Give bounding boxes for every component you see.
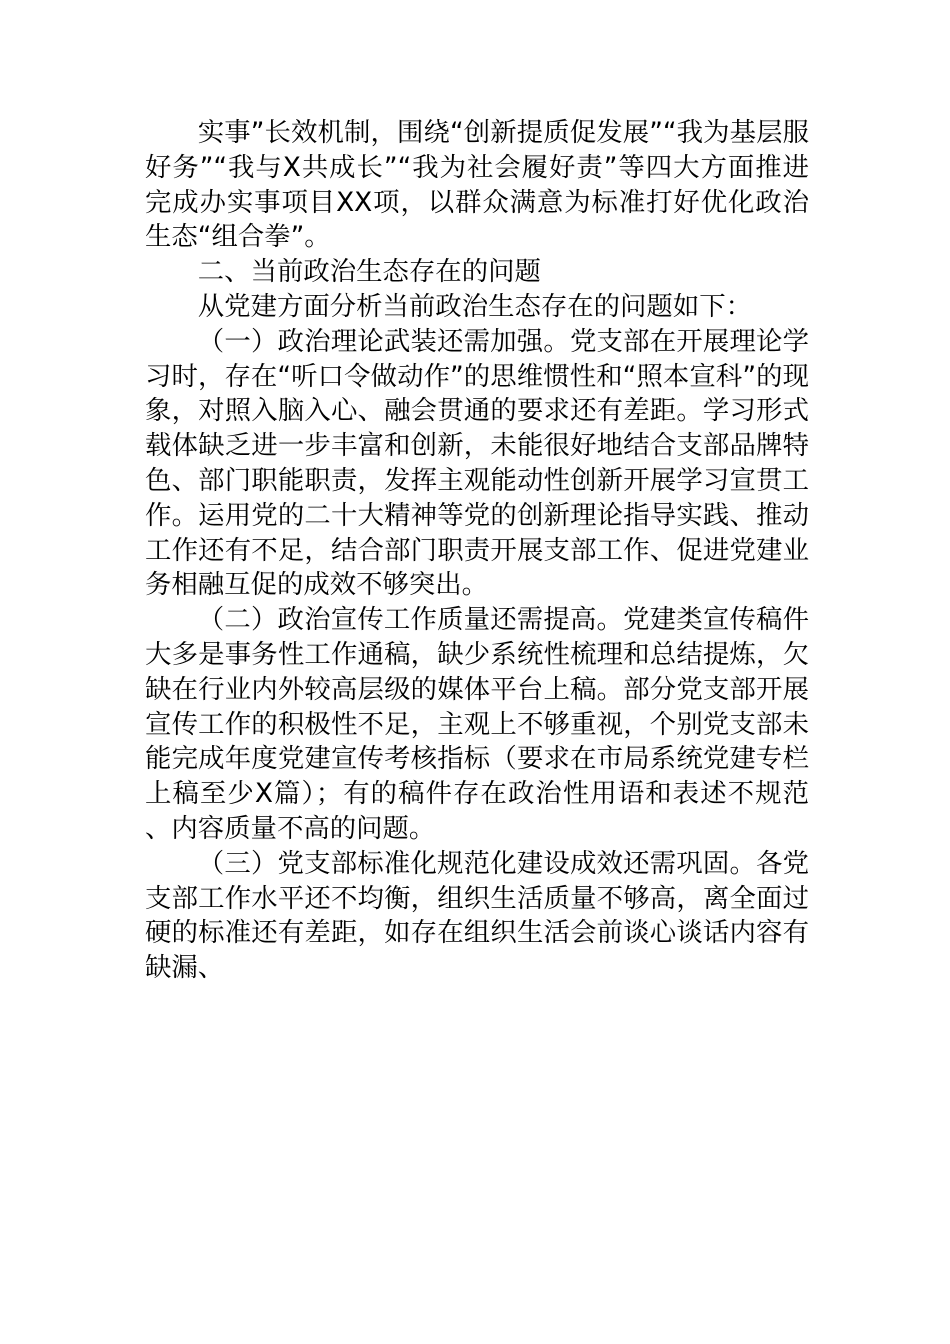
paragraph-item-2: （二）政治宣传工作质量还需提高。党建类宣传稿件大多是事务性工作通稿，缺少系统性梳理和总结提炼，欠缺在行业内外较高层级的媒体平台上稿。部分党支部开展宣传工作的积极性不足，主观上不够重视，个别党支部未能完成年度党建宣传考核指标（要求在市局系统党建专栏上稿至少X篇）；有的稿件存在政治性用语和表述不规范、内容质量不高的问题。: [145, 604, 809, 844]
paragraph-item-1: （一）政治理论武装还需加强。党支部在开展理论学习时，存在“听口令做动作”的思维惯性和“照本宣科”的现象，对照入脑入心、融会贯通的要求还有差距。学习形式载体缺乏进一步丰富和创新，未能很好地结合支部品牌特色、部门职能职责，发挥主观能动性创新开展学习宣贯工作。运用党的二十大精神等党的创新理论指导实践、推动工作还有不足，结合部门职责开展支部工作、促进党建业务相融互促的成效不够突出。: [145, 325, 809, 601]
document-body: [145, 116, 809, 986]
paragraph-item-3: （三）党支部标准化规范化建设成效还需巩固。各党支部工作水平还不均衡，组织生活质量不够高，离全面过硬的标准还有差距，如存在组织生活会前谈心谈话内容有缺漏、: [145, 847, 809, 984]
paragraph-continued: 实事”长效机制，围绕“创新提质促发展”“我为基层服好务”“我与X共成长”“我为社会履好责”等四大方面推进完成办实事项目XX项，以群众满意为标准打好优化政治生态“组合拳”。: [145, 117, 809, 253]
section-heading: 二、当前政治生态存在的问题: [197, 256, 541, 288]
paragraph-intro: 从党建方面分析当前政治生态存在的问题如下：: [197, 290, 752, 322]
